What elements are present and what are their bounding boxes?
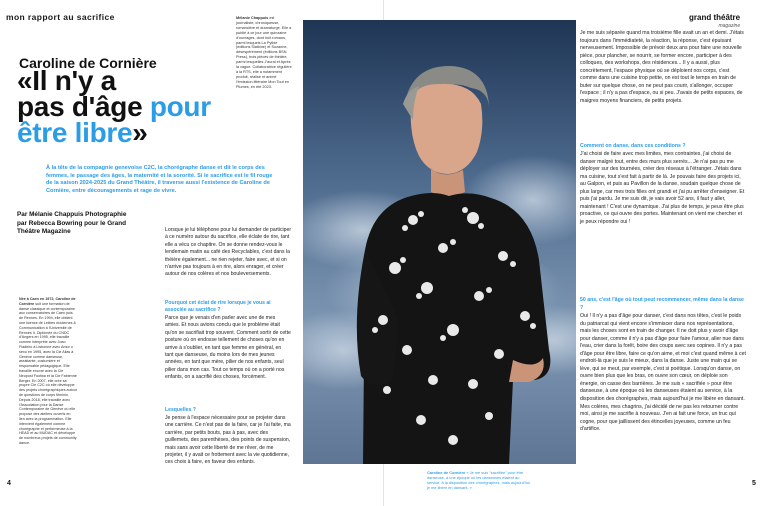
interviewee-bio xyxy=(19,297,77,446)
interviewee-bio-text: suit une formation de danse classique et contemporaine aux conservatoires de Caen puis de Rennes. En 1994, elle obtient une licence de Lettres modernes & Communication à l'Université de Rennes II. Diplômée du CNDC d'Angers en 1995, elle travaille comme interprète avec Joao Fiadeiro à Lisbonne avec Amor o sexo en 1995, avec la Cie Alias à Genève comme danseuse, assistante, costumière et responsable pédagogique. Elle travaille encore avec la Cie Neopost Foofwa et la Cie Fabienne Berger. En 2007, elle crée sa propre Cie C2C où elle développe des projets chorégraphiques autour de questions de corps féminin. Depuis 2018, elle travaille avec l'Association pour la Danse Contemporaine de Genève où elle propose des ateliers ouverts en lien avec la programmation. Elle intervient également comme chorégraphe et performeuse à la HEAD et au MUDAC et développe de nombreux projets de community dance. xyxy=(19,301,78,445)
headline-line2: pas d'âge xyxy=(17,91,150,122)
answer-2: Je pense à l'espace nécessaire pour se projeter dans une carrière. Ce n'est pas de la faire, car je l'ai faite, ma carrière, par petits bouts, pas à pas, avec des guillemets, des parenthèses, des points de suspension, mais sans avoir cette liberté de me rêver, de me projeter, il y avait ce frottement avec la vie quotidienne, ces choix à faire, en faveur des enfants. xyxy=(165,415,291,466)
caption-text: « Je me suis "sacrifiée" pour être danseuse, à une époque où les danseuses étaient au service, à la disposition des chorégraphes, mais aujourd'hui je me libère en dansant. » xyxy=(427,470,530,490)
question-2: Lesquelles ? xyxy=(165,407,196,413)
journalist-name: Mélanie Chappuis xyxy=(236,16,269,20)
article-headline xyxy=(17,65,287,148)
headline-line2-accent: pour xyxy=(149,91,211,122)
question-1: Pourquoi cet éclat de rire lorsque je vous ai associée au sacrifice ? xyxy=(165,300,271,314)
brand-subtitle: magazine xyxy=(718,23,741,29)
caption-name: Caroline de Cornière xyxy=(427,470,466,475)
portrait-illustration xyxy=(303,20,576,464)
right-column-paragraph-2: J'ai choisi de faire avec mes limites, mes contraintes, j'ai choisi de danser malgré tout, entre des murs plus serrés... Je n'ai pas pu me déployer sur des tournées, créer des réseaux à l'étranger. J'étais dans ma cuisine, tout s'est fait à partir de là. Je pouvais faire des projets ici, au Galpon, et puis au Pavillon de la danse, soudain quelque chose de plus large, car mes trois filles ont grandi et j'ai pu arrêter d'enseigner. Et puis j'ai pardu. Je me suis dit, je vais avoir 52 ans, il faut y aller, maintenant ! C'est une dynamique. J'ai plus de temps, je peux être plus proactive, ce qui ouvre des portes. Maintenant on vient me chercher et je peux répondre oui ! xyxy=(580,151,745,225)
photo-caption xyxy=(427,470,532,490)
article-lead: À la tête de la compagnie genevoise C2C, la chorégraphe danse et dit le corps des femmes, le passage des âges, la maternité et la sororité. Si le sacrifice est le fil rouge de la saison 2024-2025 du Grand Théâtre, il traverse aussi l'existence de Caroline de Cornière, entre découragements et rage de vivre. xyxy=(46,165,273,194)
interviewee-bio-name: Née à Caen en 1972, Caroline de Cornière xyxy=(19,297,76,306)
portrait-photo xyxy=(303,20,576,464)
page-number-right: 5 xyxy=(752,480,756,487)
answer-1: Parce que je venais d'en parler avec une de mes amies. Et nous avions conclu que le problème était qu'on se sacrifiait trop souvent. Comment sortir de cette posture où on endosse tellement de choses qu'on en arrive à s'oublier, en tant que femme en général, en tant que danseuse, du moins lors de mes jeunes années, en tant que mère, pilier de nos enfants, seul pilier dans mon cas. Tout ce temps où on a porté nos enfants, on a sacrifié des choses, forcément. xyxy=(165,315,291,381)
article-intro: Lorsque je lui téléphone pour lui demander de participer à ce numéro autour du sacrifice, elle éclate de rire, tant elle a vécu ce chapitre. On se donne rendez-vous le lendemain matin au café des Recyclables, c'est dans la théière également... ne rien rejeter, faire avec, et si on n'arrive pas toujours à en rire, alors enrager, et créer autour de nos colères et nos bouleversements. xyxy=(165,227,292,278)
right-column-question-2: 50 ans, c'est l'âge où tout peut recommencer, même dans la danse ? xyxy=(580,297,744,311)
journalist-bio-text: est journaliste, chroniqueuse, romancière et dramaturge. Elle a publié à ce jour une quinzaine d'ouvrages, dont huit romans, parmi lesquels La Pythie (éditions Slatkine) et Suzanne, désespérément (éditions BSN Press), trois pièces de théâtre, parmi lesquelles J'aurai et Après la vague. Collaboratrice régulière à la RTS, elle a notamment produit, réalisé et animé l'émission littéraire Mon Tout en Plumes, en été 2023. xyxy=(236,16,292,89)
headline-line3-suffix: » xyxy=(132,117,148,148)
right-column-paragraph-1: Je me suis séparée quand ma troisième fille avait un an et demi. J'étais toujours dans l'immédiateté, la réaction, la réponse, c'est épuisant nerveusement. Impossible de prévoir deux ans pour faire une nouvelle pièce, pour plancher, se nourrir, se former encore, participer à des colloques, des workshops, des résidences... Il y a aussi, plus concrètement, l'espace physique où se déploient nos corps, c'est comme dans une cuisine trop petite, on est tout le temps en train de buter sur quelque chose, on ne peut pas courir, s'allonger, occuper l'espace ; il n'y a pas d'espace, ou si peu. J'avais de petits espaces, de maigres moyens financiers, de petits projets. xyxy=(580,30,744,104)
right-column-question-1: Comment on danse, dans ces conditions ? xyxy=(580,143,686,149)
interviewee-name: Caroline de Cornière xyxy=(19,55,157,71)
article-credits: Par Mélanie Chappuis Photographie par Rebecca Bowring pour le Grand Théâtre Magazine xyxy=(17,211,127,236)
page-number-left: 4 xyxy=(7,480,11,487)
section-rubric: mon rapport au sacrifice xyxy=(6,12,115,22)
magazine-brand xyxy=(689,14,740,30)
headline-line1: «Il n'y a xyxy=(17,65,116,96)
brand-title: grand théâtre xyxy=(689,13,741,22)
headline-line3-accent: être libre xyxy=(17,117,133,148)
right-column-paragraph-3: Oui ! Il n'y a pas d'âge pour danser, c'est dans nos têtes, c'est le poids du patriarcat qui vient encore s'immiscer dans nos représentations, mais les choses sont en train de changer. Il ne doit plus y avoir d'âge pour danser, comme il n'y a pas d'âge pour faire l'amour, aller nue dans l'eau, crier dans la forêt, boire des coups avec ses copines. Il n'y a pas d'âge pour être libre, faire ce qu'on aime, et moi c'est quand même à cet endroit-là que je suis le mieux, dans la danse. Juste une main qui se lève, qui se meut, par exemple, c'est si poétique. Lorsqu'on danse, on ouvre bien plus que les bras, on ouvre son cœur, on déploie son énergie, on casse des barrières. Je me suis « sacrifiée » pour être danseuse, à une époque où les danseuses étaient au service, à la disposition des chorégraphes, mais aujourd'hui je me libère en dansant. Mes colères, mes chagrins, j'ai décidé de ne pas les retourner contre moi, ainsi je me sacrifie à nouveau. J'en ai fait une force, un truc qui cogne, pour que jaillissent des étincelles joyeuses, comme un feu d'artifice. xyxy=(580,313,746,433)
